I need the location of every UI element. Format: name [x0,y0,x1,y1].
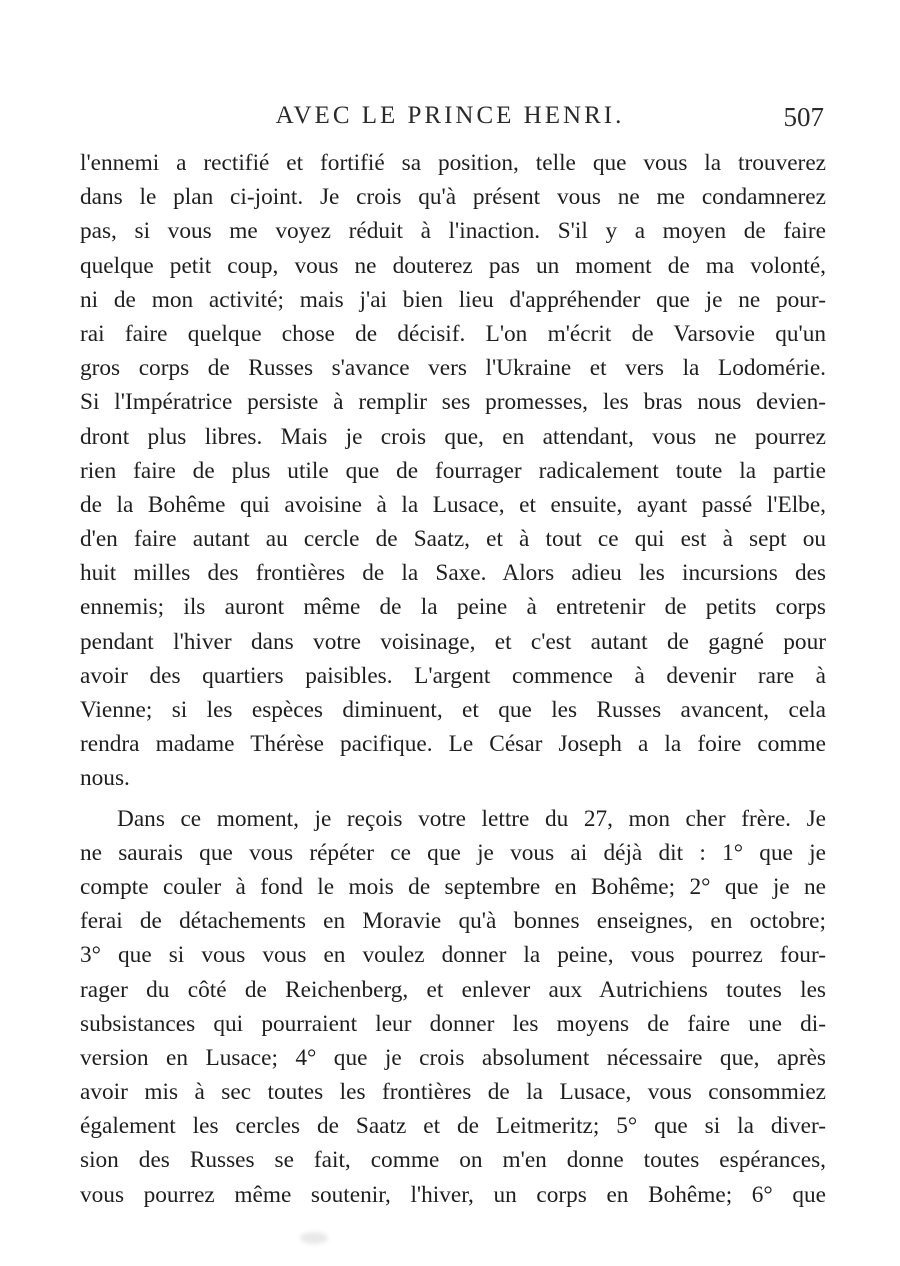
text-line: ennemis; ils auront même de la peine à entretenir de petits corps [80,594,826,621]
text-line: 3° que si vous vous en voulez donner la peine, vous pourrez four- [80,942,826,969]
paper-smudge [300,1232,328,1244]
body-text [80,146,826,1212]
text-line: version en Lusace; 4° que je crois absolument nécessaire que, après [80,1044,826,1071]
text-line: Dans ce moment, je reçois votre lettre du 27, mon cher frère. Je [117,805,826,832]
text-line: avoir des quartiers paisibles. L'argent commence à devenir rare à [80,662,826,689]
paragraph [80,146,826,796]
text-line: pas, si vous me voyez réduit à l'inaction. S'il y a moyen de faire [80,218,826,245]
text-line: d'en faire autant au cercle de Saatz, et à tout ce qui est à sept ou [80,526,826,553]
text-line: avoir mis à sec toutes les frontières de la Lusace, vous consommiez [80,1079,826,1106]
text-line: rai faire quelque chose de décisif. L'on m'écrit de Varsovie qu'un [80,320,826,347]
text-line: nous. [80,765,130,792]
page-number: 507 [783,102,824,132]
running-header [0,102,900,138]
text-line: l'ennemi a rectifié et fortifié sa position, telle que vous la trouverez [80,150,826,176]
text-line: sion des Russes se fait, comme on m'en donne toutes espérances, [80,1147,826,1174]
text-line: dront plus libres. Mais je crois que, en attendant, vous ne pourrez [80,423,826,450]
text-line: subsistances qui pourraient leur donner les moyens de faire une di- [80,1010,826,1037]
text-line: compte couler à fond le mois de septembre en Bohême; 2° que je ne [80,873,826,900]
text-line: ne saurais que vous répéter ce que je vous ai déjà dit : 1° que je [80,839,826,866]
text-line: Vienne; si les espèces diminuent, et que les Russes avancent, cela [80,697,826,723]
text-line: ferai de détachements en Moravie qu'à bonnes enseignes, en octobre; [80,908,826,935]
running-title: AVEC LE PRINCE HENRI. [275,102,625,129]
text-line: quelque petit coup, vous ne douterez pas un moment de ma volonté, [80,252,826,279]
text-line: vous pourrez même soutenir, l'hiver, un corps en Bohême; 6° que [80,1181,826,1208]
text-line: rien faire de plus utile que de fourrager radicalement toute la partie [80,457,826,484]
text-line: de la Bohême qui avoisine à la Lusace, et ensuite, ayant passé l'Elbe, [80,491,826,518]
text-line: ni de mon activité; mais j'ai bien lieu d'appréhender que je ne pour- [80,286,826,313]
text-line: gros corps de Russes s'avance vers l'Ukraine et vers la Lodomérie. [80,355,826,382]
text-line: rager du côté de Reichenberg, et enlever aux Autrichiens toutes les [80,976,826,1003]
text-line: huit milles des frontières de la Saxe. Alors adieu les incursions des [80,560,826,587]
text-line: rendra madame Thérèse pacifique. Le César Joseph a la foire comme [80,731,826,758]
text-line: dans le plan ci-joint. Je crois qu'à présent vous ne me condamnerez [80,184,826,211]
text-line: Si l'Impératrice persiste à remplir ses promesses, les bras nous devien- [80,389,826,416]
text-line: pendant l'hiver dans votre voisinage, et c'est autant de gagné pour [80,628,826,655]
paragraph [80,802,826,1212]
text-line: également les cercles de Saatz et de Leitmeritz; 5° que si la diver- [80,1113,826,1140]
